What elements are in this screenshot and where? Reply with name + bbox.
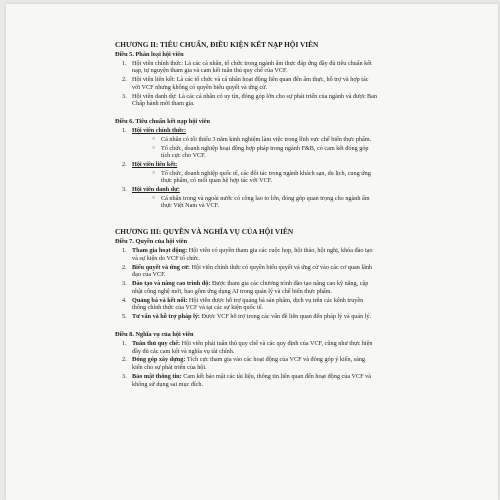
item-lead: Quảng bá và kết nối: — [132, 296, 188, 304]
list-item — [122, 264, 377, 279]
sub-item — [152, 136, 377, 144]
bullet-icon: ○ — [152, 145, 156, 151]
sub-item-text: Tổ chức, doanh nghiệp hoạt động hợp pháp trong ngành F&B, có cam kết đóng góp tích cực cho VCF. — [161, 144, 369, 160]
item-text: Là các tổ chức và cá nhân hoạt động liên quan đến ẩm thực, hỗ trợ và hợp tác với VCF nhưng không có quyền biểu quyết và ứng cử. — [132, 76, 369, 91]
item-text: Được tham gia các chương trình đào tạo nâng cao kỹ năng, cập nhật công nghệ mới, bao gồm ứng dụng AI trong quản lý và chế biến thực phẩm. — [132, 280, 369, 295]
item-lead: Hội viên chính thức: — [132, 126, 187, 134]
item-number: 2. — [122, 356, 127, 364]
item-number: 3. — [122, 373, 127, 381]
item-lead: Bảo mật thông tin: — [132, 373, 182, 381]
list-item — [122, 356, 377, 371]
chapter-2-title: CHƯƠNG II: TIÊU CHUẨN, ĐIỀU KIỆN KẾT NẠP HỘI VIÊN — [115, 40, 319, 49]
list-item — [122, 161, 377, 185]
sub-list — [132, 170, 377, 185]
list-item — [122, 247, 377, 262]
item-lead: Hội viên liên kết: — [132, 76, 176, 84]
list-item — [122, 280, 377, 295]
article-8-list — [115, 340, 377, 388]
article-6-title: Điều 6. Tiêu chuẩn kết nạp hội viên — [115, 118, 210, 126]
item-number: 2. — [122, 263, 127, 271]
item-text: Tích cực tham gia vào các hoạt động của VCF và đóng góp ý kiến, sáng kiến cho sự phát triển của hội. — [132, 356, 366, 372]
item-text: Là các cá nhân, tổ chức trong ngành ẩm thực đáp ứng đầy đủ tiêu chuẩn kết nạp, tự nguyện tham gia và cam kết tuân thủ quy chế của VCF. — [132, 59, 372, 75]
list-item — [122, 373, 377, 388]
item-number: 5. — [122, 313, 127, 321]
article-5-title: Điều 5. Phân loại hội viên — [115, 51, 184, 58]
sub-item — [152, 170, 377, 185]
list-item — [122, 340, 377, 355]
item-lead: Hội viên danh dự: — [132, 186, 180, 194]
sub-item-text: Cá nhân có tối thiểu 3 năm kinh nghiệm làm việc trong lĩnh vực chế biến thực phẩm. — [161, 135, 372, 143]
item-lead: Đào tạo và nâng cao trình độ: — [132, 280, 211, 288]
item-text: Cam kết bảo mật các tài liệu, thông tin liên quan đến hoạt động của VCF và không sử dụng sai mục đích. — [132, 373, 371, 388]
document-page — [6, 4, 498, 500]
list-item — [122, 127, 377, 160]
item-lead: Tham gia hoạt động: — [132, 247, 188, 255]
bullet-icon: ○ — [152, 136, 156, 142]
item-lead: Hội viên liên kết: — [132, 161, 178, 169]
item-number: 1. — [122, 339, 127, 347]
item-number: 3. — [122, 186, 127, 194]
sub-item — [152, 195, 377, 210]
item-text: Hội viên phải tuân thủ quy chế và các quy định của VCF, cũng như thực hiện đầy đủ các cam kết và nghĩa vụ tài chính. — [132, 339, 373, 355]
item-lead: Đóng góp xây dựng: — [132, 356, 186, 364]
bullet-icon: ○ — [152, 170, 156, 176]
article-5-list — [115, 60, 377, 108]
item-text: Được VCF hỗ trợ trong các vấn đề liên quan đến pháp lý và quản lý. — [200, 313, 372, 321]
item-text: Hội viên được hỗ trợ quảng bá sản phẩm, dịch vụ trên các kênh truyền thông chính thức của VCF và tại các sự kiện quốc tế. — [132, 296, 364, 312]
list-item — [122, 297, 377, 312]
list-item — [122, 60, 377, 75]
item-text: Hội viên chính thức có quyền biểu quyết và ứng cử vào các cơ quan lãnh đạo của VCF. — [132, 263, 373, 279]
item-text: Là các cá nhân có uy tín, đóng góp lớn cho sự phát triển của ngành và được Ban Chấp hành mời tham gia. — [132, 92, 377, 108]
chapter-3-title: CHƯƠNG III: QUYỀN VÀ NGHĨA VỤ CỦA HỘI VIÊN — [115, 227, 294, 237]
sub-list — [132, 136, 377, 160]
list-item — [122, 313, 377, 321]
item-text: Hội viên có quyền tham gia các cuộc họp, hội thảo, hội nghị, khóa đào tạo và sự kiện do VCF tổ chức. — [132, 247, 373, 262]
sub-list — [132, 195, 377, 210]
item-lead: Tuân thủ quy chế: — [132, 339, 181, 347]
sub-item-text: Tổ chức, doanh nghiệp quốc tế, các đối tác trong ngành khách sạn, du lịch, cung ứng thực phẩm, có mối quan hệ hợp tác với VCF. — [161, 169, 371, 185]
article-7-list — [115, 247, 377, 321]
list-item — [122, 93, 377, 108]
list-item — [122, 186, 377, 210]
list-item — [122, 76, 377, 91]
item-number: 3. — [122, 92, 127, 100]
item-number: 4. — [122, 296, 127, 304]
item-number: 2. — [122, 161, 127, 169]
article-7-title: Điều 7. Quyền của hội viên — [115, 238, 188, 246]
item-number: 2. — [122, 76, 127, 84]
item-lead: Biểu quyết và ứng cử: — [132, 263, 190, 271]
sub-item-text: Cá nhân trong và ngoài nước có công lao to lớn, đóng góp quan trọng cho ngành ẩm thực Việt Nam và VCF. — [161, 194, 370, 210]
item-number: 1. — [122, 247, 127, 255]
article-6-list — [115, 127, 377, 210]
article-8-title: Điều 8. Nghĩa vụ của hội viên — [115, 331, 194, 339]
item-lead: Hội viên danh dự: — [132, 92, 177, 100]
item-number: 1. — [122, 126, 127, 134]
item-lead: Hội viên chính thức: — [132, 59, 183, 67]
document-body — [115, 40, 377, 390]
item-number: 3. — [122, 280, 127, 288]
item-number: 1. — [122, 59, 127, 67]
bullet-icon: ○ — [152, 195, 156, 201]
item-lead: Tư vấn và hỗ trợ pháp lý: — [132, 313, 200, 321]
sub-item — [152, 145, 377, 160]
